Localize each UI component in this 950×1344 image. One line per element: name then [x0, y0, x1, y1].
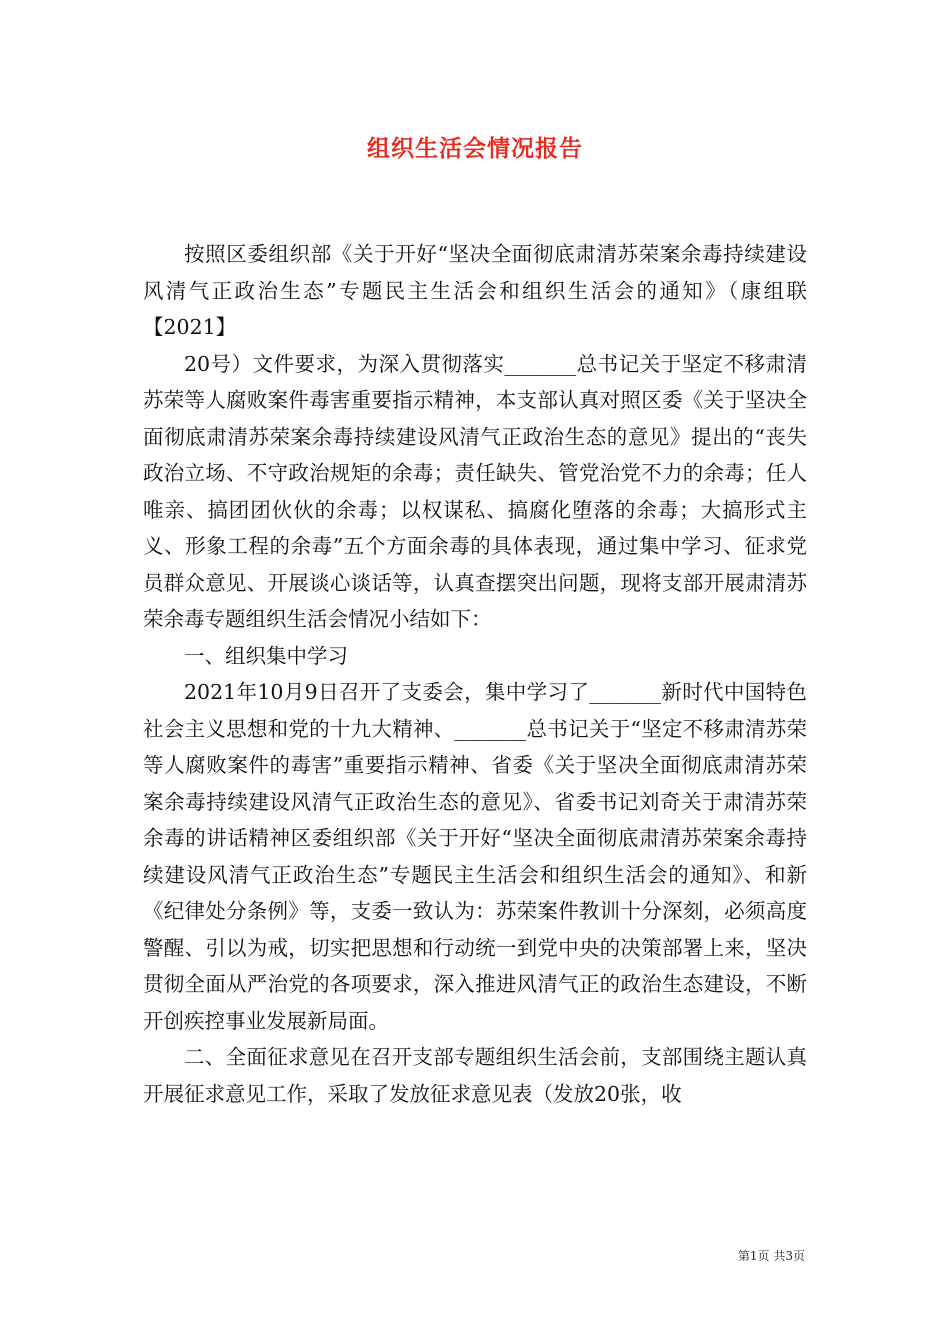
- document-title: 组织生活会情况报告: [367, 135, 583, 162]
- paragraph-opinions: 二、全面征求意见在召开支部专题组织生活会前，支部围绕主题认真开展征求意见工作，采取了发放征求意见表（发放20张，收: [143, 1045, 807, 1106]
- paragraph-intro: 按照区委组织部《关于开好“坚决全面彻底肃清苏荣案余毒持续建设风清气正政治生态”专题民主生活会和组织生活会的通知》（康组联【2021】: [143, 242, 807, 339]
- page-number: 第1页 共3页: [737, 1249, 805, 1263]
- section-heading-study: 一、组织集中学习: [184, 643, 348, 668]
- document-body: [143, 236, 807, 1112]
- paragraph-requirements: 20号）文件要求，为深入贯彻落实_______总书记关于坚定不移肃清苏荣等人腐败案件毒害重要指示精神，本支部认真对照区委《关于坚决全面彻底肃清苏荣案余毒持续建设风清气正政治生态的意见》提出的“丧失政治立场、不守政治规矩的余毒；责任缺失、管党治党不力的余毒；任人唯亲、搞团团伙伙的余毒；以权谋私、搞腐化堕落的余毒；大搞形式主义、形象工程的余毒”五个方面余毒的具体表现，通过集中学习、征求党员群众意见、开展谈心谈话等，认真查摆突出问题，现将支部开展肃清苏荣余毒专题组织生活会情况小结如下：: [143, 351, 807, 631]
- paragraph-study: 2021年10月9日召开了支委会，集中学习了_______新时代中国特色社会主义思想和党的十九大精神、_______总书记关于“坚定不移肃清苏荣等人腐败案件的毒害”重要指示精神、省委《关于坚决全面彻底肃清苏荣案余毒持续建设风清气正政治生态的意见》、省委书记刘奇关于肃清苏荣余毒的讲话精神区委组织部《关于开好“坚决全面彻底肃清苏荣案余毒持续建设风清气正政治生态”专题民主生活会和组织生活会的通知》、和新《纪律处分条例》等，支委一致认为：苏荣案件教训十分深刻，必须高度警醒、引以为戒，切实把思想和行动统一到党中央的决策部署上来，坚决贯彻全面从严治党的各项要求，深入推进风清气正的政治生态建设，不断开创疾控事业发展新局面。: [143, 680, 807, 1033]
